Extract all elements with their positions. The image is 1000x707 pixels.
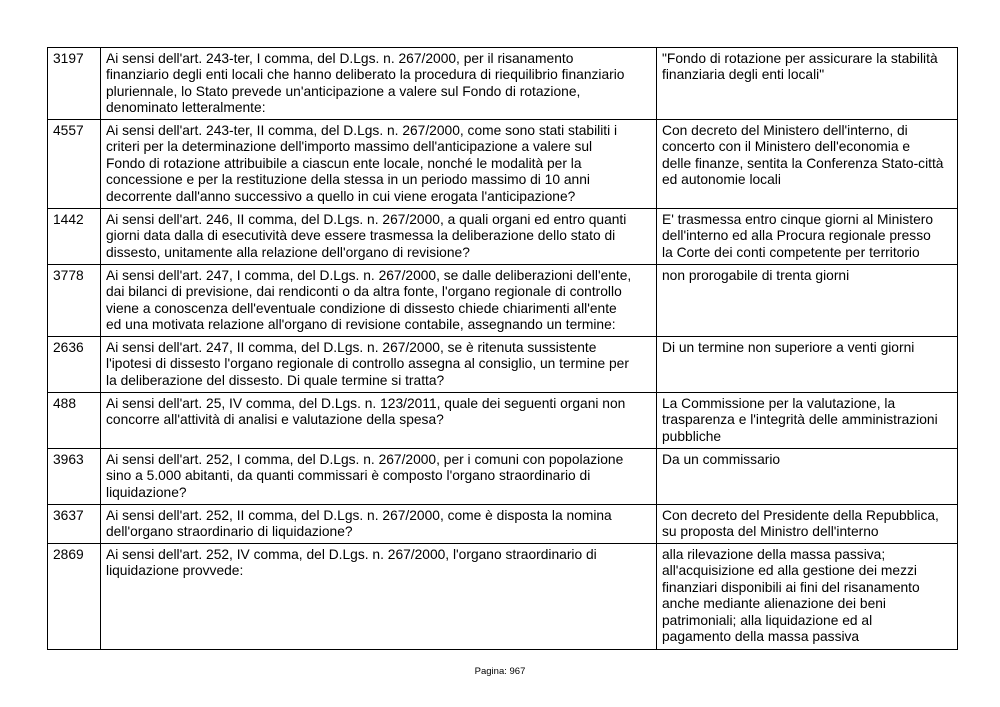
table-row — [48, 209, 958, 265]
question-text: Ai sensi dell'art. 243-ter, II comma, del D.Lgs. n. 267/2000, come sono stati stabiliti i criteri per la determinazione dell'importo massimo dell'anticipazione a valere sul Fondo di rotazione attribuibile a ciascun ente locale, nonché le modalità per la concessione e per la restituzione della stessa in un periodo massimo di 10 anni decorrente dall'anno successivo a quello in cui viene erogata l'anticipazione? — [101, 120, 657, 209]
question-id: 3637 — [48, 505, 101, 544]
question-id: 2869 — [48, 544, 101, 650]
question-text: Ai sensi dell'art. 252, IV comma, del D.Lgs. n. 267/2000, l'organo straordinario di liquidazione provvede: — [101, 544, 657, 650]
answer-text: "Fondo di rotazione per assicurare la stabilità finanziaria degli enti locali" — [657, 48, 958, 120]
table-row — [48, 544, 958, 650]
question-text: Ai sensi dell'art. 246, II comma, del D.Lgs. n. 267/2000, a quali organi ed entro quanti giorni data dalla di esecutività deve essere trasmessa la deliberazione dello stato di dissesto, unitamente alla relazione dell'organo di revisione? — [101, 209, 657, 265]
answer-text: Da un commissario — [657, 449, 958, 505]
answer-text: alla rilevazione della massa passiva; all'acquisizione ed alla gestione dei mezzi finanziari disponibili ai fini del risanamento anche mediante alienazione dei beni patrimoniali; alla liquidazione ed al pagamento della massa passiva — [657, 544, 958, 650]
question-id: 3963 — [48, 449, 101, 505]
table-row — [48, 393, 958, 449]
table-row — [48, 337, 958, 393]
table-row — [48, 449, 958, 505]
question-id: 3778 — [48, 265, 101, 337]
question-id: 1442 — [48, 209, 101, 265]
answer-text: La Commissione per la valutazione, la trasparenza e l'integrità delle amministrazioni pubbliche — [657, 393, 958, 449]
question-answer-table — [47, 47, 958, 650]
question-text: Ai sensi dell'art. 25, IV comma, del D.Lgs. n. 123/2011, quale dei seguenti organi non concorre all'attività di analisi e valutazione della spesa? — [101, 393, 657, 449]
answer-text: E' trasmessa entro cinque giorni al Ministero dell'interno ed alla Procura regionale presso la Corte dei conti competente per territorio — [657, 209, 958, 265]
page-number: Pagina: 967 — [474, 666, 526, 677]
answer-text: Con decreto del Ministero dell'interno, di concerto con il Ministero dell'economia e delle finanze, sentita la Conferenza Stato-città ed autonomie locali — [657, 120, 958, 209]
answer-text: Di un termine non superiore a venti giorni — [657, 337, 958, 393]
table-row — [48, 120, 958, 209]
question-text: Ai sensi dell'art. 243-ter, I comma, del D.Lgs. n. 267/2000, per il risanamento finanziario degli enti locali che hanno deliberato la procedura di riequilibrio finanziario pluriennale, lo Stato prevede un'anticipazione a valere sul Fondo di rotazione, denominato letteralmente: — [101, 48, 657, 120]
table-row — [48, 265, 958, 337]
question-id: 2636 — [48, 337, 101, 393]
answer-text: Con decreto del Presidente della Repubblica, su proposta del Ministro dell'interno — [657, 505, 958, 544]
table-row — [48, 48, 958, 120]
question-id: 4557 — [48, 120, 101, 209]
question-text: Ai sensi dell'art. 252, II comma, del D.Lgs. n. 267/2000, come è disposta la nomina dell'organo straordinario di liquidazione? — [101, 505, 657, 544]
question-text: Ai sensi dell'art. 247, II comma, del D.Lgs. n. 267/2000, se è ritenuta sussistente l'ipotesi di dissesto l'organo regionale di controllo assegna al consiglio, un termine per la deliberazione del dissesto. Di quale termine si tratta? — [101, 337, 657, 393]
answer-text: non prorogabile di trenta giorni — [657, 265, 958, 337]
table-row — [48, 505, 958, 544]
question-text: Ai sensi dell'art. 247, I comma, del D.Lgs. n. 267/2000, se dalle deliberazioni dell'ente, dai bilanci di previsione, dai rendiconti o da altra fonte, l'organo regionale di controllo viene a conoscenza dell'eventuale condizione di dissesto chiede chiarimenti all'ente ed una motivata relazione all'organo di revisione contabile, assegnando un termine: — [101, 265, 657, 337]
question-id: 3197 — [48, 48, 101, 120]
question-text: Ai sensi dell'art. 252, I comma, del D.Lgs. n. 267/2000, per i comuni con popolazione sino a 5.000 abitanti, da quanti commissari è composto l'organo straordinario di liquidazione? — [101, 449, 657, 505]
question-id: 488 — [48, 393, 101, 449]
